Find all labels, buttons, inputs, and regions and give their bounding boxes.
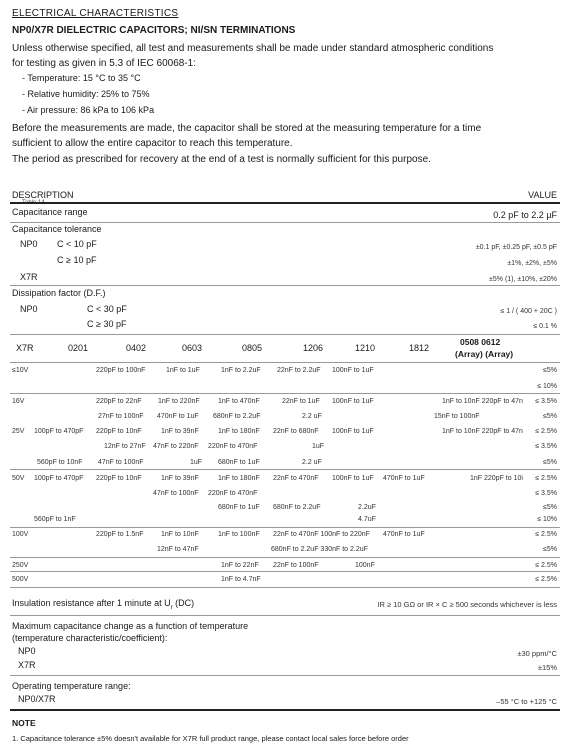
cap-tol-np0-lt-value: ±0.1 pF, ±0.25 pF, ±0.5 pF bbox=[475, 244, 557, 251]
insulation-value: IR ≥ 10 GΩ or IR × C ≥ 500 seconds whichever is less bbox=[377, 600, 557, 609]
cell: 220pF to 100nF bbox=[96, 367, 146, 374]
divider bbox=[10, 571, 560, 572]
cap-tol-x7r-value: ±5% (1), ±10%, ±20% bbox=[489, 276, 557, 283]
cell: 1nF to 4.7nF bbox=[221, 576, 261, 583]
max-cap-x7r: X7R bbox=[18, 660, 36, 670]
df-value: ≤5% bbox=[543, 367, 557, 374]
cell: 15nF to 100nF bbox=[434, 413, 480, 420]
cell: 2.2uF bbox=[358, 504, 376, 511]
cap-range-label: Capacitance range bbox=[12, 207, 88, 217]
cap-tol-np0-lt: C < 10 pF bbox=[57, 239, 97, 249]
cell: 220pF to 10nF bbox=[96, 428, 142, 435]
cell: 4.7uF bbox=[358, 516, 376, 523]
cap-tol-x7r: X7R bbox=[20, 272, 38, 282]
voltage-250v: 250V bbox=[12, 562, 29, 569]
para2-line-1: Before the measurements are made, the capacitor shall be stored at the measuring temperature for a time bbox=[12, 123, 482, 134]
size-1812: 1812 bbox=[409, 343, 430, 353]
max-cap-np0-value: ±30 ppm/°C bbox=[517, 649, 557, 658]
cell: 100nF to 1uF bbox=[332, 475, 374, 482]
df-ge-value: ≤ 0.1 % bbox=[533, 323, 557, 330]
cell: 680nF to 2.2uF bbox=[273, 504, 321, 511]
df-value: ≤5% bbox=[543, 413, 557, 420]
cell: 680nF to 2.2uF 330nF to 2.2uF bbox=[271, 546, 368, 553]
cell: 1nF to 100nF bbox=[218, 531, 260, 538]
op-temp-label: Operating temperature range: bbox=[12, 681, 131, 691]
divider bbox=[10, 393, 560, 394]
max-cap-np0: NP0 bbox=[18, 646, 36, 656]
cap-tol-label: Capacitance tolerance bbox=[12, 224, 102, 234]
cell: 2.2 uF bbox=[302, 459, 322, 466]
voltage-25v: 25V bbox=[12, 428, 25, 435]
df-np0: NP0 bbox=[20, 304, 38, 314]
df-value: ≤ 2.5% bbox=[535, 428, 557, 435]
df-value: ≤5% bbox=[543, 504, 557, 511]
size-0201: 0201 bbox=[68, 343, 89, 353]
cell: 560pF to 1nF bbox=[34, 516, 76, 523]
cell: 470nF to 1uF bbox=[157, 413, 199, 420]
cell: 12nF to 27nF bbox=[104, 443, 146, 450]
divider bbox=[10, 469, 560, 470]
cell: 27nF to 100nF bbox=[98, 413, 144, 420]
cell: 22nF to 2.2uF bbox=[277, 367, 321, 374]
insulation-label: Insulation resistance after 1 minute at $U_r$ (DC) bbox=[12, 598, 195, 611]
cell: 100nF to 1uF bbox=[332, 367, 374, 374]
divider bbox=[10, 285, 560, 286]
para2-line-2: sufficient to allow the entire capacitor to reach this temperature. bbox=[12, 138, 293, 149]
cell: 100nF to 1uF bbox=[332, 398, 374, 405]
cell: 680nF to 2.2uF bbox=[213, 413, 261, 420]
max-cap-line-1: Maximum capacitance change as a function of temperature bbox=[12, 621, 249, 631]
df-lt: C < 30 pF bbox=[87, 304, 127, 314]
max-cap-x7r-value: ±15% bbox=[537, 663, 557, 672]
cell: 680nF to 1uF bbox=[218, 459, 260, 466]
df-lt-value: ≤ 1 / ( 400 + 20C ) bbox=[500, 308, 557, 315]
divider bbox=[10, 527, 560, 528]
voltage-50v: 50V bbox=[12, 475, 25, 482]
df-value: ≤ 3.5% bbox=[535, 490, 557, 497]
cell: 1nF to 10nF bbox=[161, 531, 199, 538]
voltage-500v: 500V bbox=[12, 576, 29, 583]
df-value: ≤ 3.5% bbox=[535, 398, 557, 405]
cell: 47nF to 220nF bbox=[153, 443, 199, 450]
cell: 220pF to 1.5nF bbox=[96, 531, 144, 538]
op-temp-sub: NP0/X7R bbox=[18, 694, 56, 704]
size-array-label: (Array) (Array) bbox=[455, 349, 514, 359]
cell: 100nF to 1uF bbox=[332, 428, 374, 435]
cell: 1nF to 220nF bbox=[158, 398, 200, 405]
size-0402: 0402 bbox=[126, 343, 147, 353]
cell: 1nF to 10nF 220pF to 47n bbox=[442, 428, 523, 435]
cell: 220nF to 470nF bbox=[208, 490, 258, 497]
cell: 1nF 220pF to 10i bbox=[470, 475, 523, 482]
intro-line-2: for testing as given in 5.3 of IEC 60068-1: bbox=[12, 58, 196, 69]
table-top-rule bbox=[10, 202, 560, 204]
cell: 220pF to 22nF bbox=[96, 398, 142, 405]
cell: 1nF to 180nF bbox=[218, 428, 260, 435]
divider bbox=[10, 675, 560, 676]
cap-tol-np0-ge-value: ±1%, ±2%, ±5% bbox=[507, 260, 557, 267]
cap-tol-np0-ge: C ≥ 10 pF bbox=[57, 255, 97, 265]
cell: 100nF bbox=[355, 562, 375, 569]
cell: 1nF to 1uF bbox=[166, 367, 200, 374]
cell: 22nF to 470nF bbox=[273, 475, 319, 482]
condition-pressure: - Air pressure: 86 kPa to 106 kPa bbox=[22, 105, 155, 115]
col-value: VALUE bbox=[528, 190, 557, 200]
cell: 12nF to 47nF bbox=[157, 546, 199, 553]
df-ge: C ≥ 30 pF bbox=[87, 319, 127, 329]
size-array: 0508 0612 bbox=[460, 337, 501, 347]
op-temp-value: –55 °C to +125 °C bbox=[496, 697, 557, 706]
df-value: ≤ 2.5% bbox=[535, 531, 557, 538]
cell: 100pF to 470pF bbox=[34, 428, 84, 435]
cell: 470nF to 1uF bbox=[383, 531, 425, 538]
size-1206: 1206 bbox=[303, 343, 324, 353]
table-caption: Table 14 bbox=[22, 200, 45, 206]
divider bbox=[10, 557, 560, 558]
divider bbox=[10, 334, 560, 335]
cell: 22nF to 470nF 100nF to 220nF bbox=[273, 531, 370, 538]
cell: 47nF to 100nF bbox=[153, 490, 199, 497]
para3: The period as prescribed for recovery at the end of a test is normally sufficient for this purpose. bbox=[12, 154, 431, 165]
cell: 47nF to 100nF bbox=[98, 459, 144, 466]
cell: 1nF to 39nF bbox=[161, 428, 199, 435]
cell: 22nF to 100nF bbox=[273, 562, 319, 569]
cell: 100pF to 470pF bbox=[34, 475, 84, 482]
size-1210: 1210 bbox=[355, 343, 376, 353]
cell: 1uF bbox=[190, 459, 203, 466]
cell: 1nF to 22nF bbox=[221, 562, 259, 569]
cell: 220pF to 10nF bbox=[96, 475, 142, 482]
df-value: ≤ 2.5% bbox=[535, 562, 557, 569]
section-heading: ELECTRICAL CHARACTERISTICS bbox=[12, 8, 179, 19]
df-value: ≤ 10% bbox=[537, 383, 557, 390]
cell: 1uF bbox=[312, 443, 325, 450]
voltage-10v: ≤10V bbox=[12, 367, 29, 374]
cap-range-value: 0.2 pF to 2.2 µF bbox=[493, 210, 557, 220]
note-title: NOTE bbox=[12, 718, 36, 728]
voltage-16v: 16V bbox=[12, 398, 25, 405]
cell: 680nF to 1uF bbox=[218, 504, 260, 511]
cap-tol-np0: NP0 bbox=[20, 239, 38, 249]
page-title: NP0/X7R DIELECTRIC CAPACITORS; NI/SN TERMINATIONS bbox=[12, 25, 296, 36]
df-label: Dissipation factor (D.F.) bbox=[12, 288, 106, 298]
divider bbox=[10, 587, 560, 588]
size-0603: 0603 bbox=[182, 343, 203, 353]
df-value: ≤ 2.5% bbox=[535, 475, 557, 482]
cell: 560pF to 10nF bbox=[37, 459, 83, 466]
cell: 22nF to 680nF bbox=[273, 428, 319, 435]
df-value: ≤5% bbox=[543, 459, 557, 466]
note-text: 1. Capacitance tolerance ±5% doesn't available for X7R full product range, please contact local sales force before order bbox=[12, 734, 409, 743]
df-value: ≤ 2.5% bbox=[535, 576, 557, 583]
max-cap-line-2: (temperature characteristic/coefficient): bbox=[12, 633, 168, 643]
condition-humidity: - Relative humidity: 25% to 75% bbox=[22, 89, 150, 99]
table-bottom-rule bbox=[10, 709, 560, 711]
cell: 2.2 uF bbox=[302, 413, 322, 420]
df-value: ≤ 3.5% bbox=[535, 443, 557, 450]
col-description: DESCRIPTION bbox=[12, 190, 74, 200]
df-value: ≤ 10% bbox=[537, 516, 557, 523]
cell: 1nF to 470nF bbox=[218, 398, 260, 405]
voltage-100v: 100V bbox=[12, 531, 29, 538]
cell: 1nF to 2.2uF bbox=[221, 367, 261, 374]
cell: 1nF to 39nF bbox=[161, 475, 199, 482]
cell: 1nF to 10nF 220pF to 47n bbox=[442, 398, 523, 405]
divider bbox=[10, 615, 560, 616]
cell: 220nF to 470nF bbox=[208, 443, 258, 450]
cell: 470nF to 1uF bbox=[383, 475, 425, 482]
df-value: ≤5% bbox=[543, 546, 557, 553]
cell: 1nF to 180nF bbox=[218, 475, 260, 482]
x7r-header-label: X7R bbox=[16, 343, 34, 353]
size-0805: 0805 bbox=[242, 343, 263, 353]
intro-line-1: Unless otherwise specified, all test and measurements shall be made under standard atmospheric conditions bbox=[12, 43, 494, 54]
condition-temperature: - Temperature: 15 °C to 35 °C bbox=[22, 73, 141, 83]
divider bbox=[10, 222, 560, 223]
divider bbox=[10, 362, 560, 363]
cell: 22nF to 1uF bbox=[282, 398, 320, 405]
